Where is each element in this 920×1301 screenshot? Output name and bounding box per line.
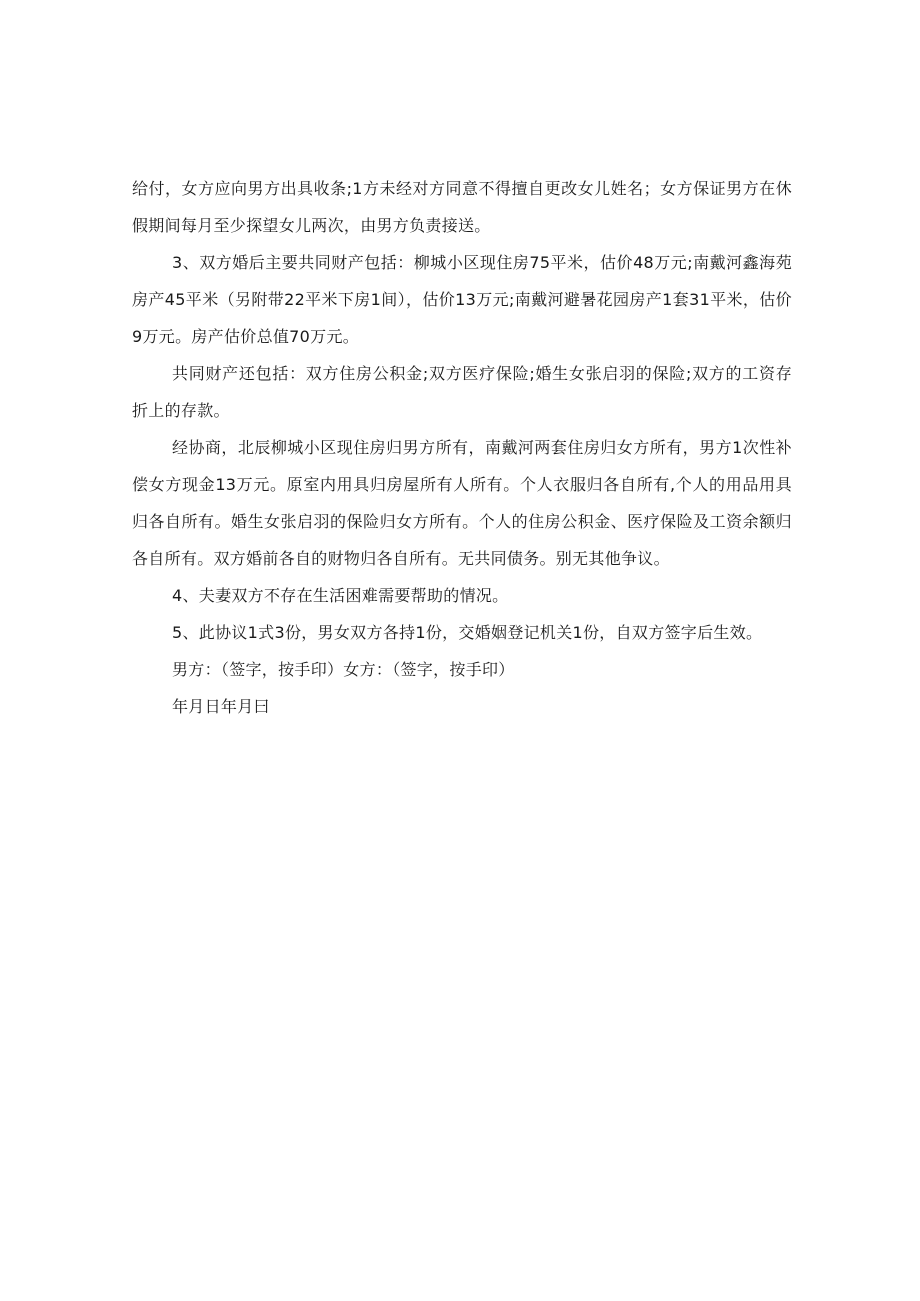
paragraph-other-joint-property: 共同财产还包括：双方住房公积金;双方医疗保险;婚生女张启羽的保险;双方的工资存折上的存款。 — [132, 364, 792, 420]
paragraph-property-division: 经协商，北辰柳城小区现住房归男方所有，南戴河两套住房归女方所有，男方1次性补偿女方现金13万元。原室内用具归房屋所有人所有。个人衣服归各自所有,个人的用品用具归各自所有。婚生女张启羽的保险归女方所有。个人的住房公积金、医疗保险及工资余额归各自所有。双方婚前各自的财物归各自所有。无共同债务。别无其他争议。 — [132, 438, 792, 568]
paragraph-joint-property: 3、双方婚后主要共同财产包括：柳城小区现住房75平米，估价48万元;南戴河鑫海苑房产45平米（另附带22平米下房1间），估价13万元;南戴河避暑花园房产1套31平米，估价9万元。房产估价总值70万元。 — [132, 253, 792, 346]
signature-line: 男方：（签字，按手印）女方：（签字，按手印） — [172, 660, 515, 679]
paragraph-no-hardship: 4、夫妻双方不存在生活困难需要帮助的情况。 — [172, 586, 509, 605]
date-line: 年月日年月曰 — [172, 697, 270, 716]
paragraph-copies-effective: 5、此协议1式3份，男女双方各持1份，交婚姻登记机关1份，自双方签字后生效。 — [172, 623, 763, 642]
paragraph-custody-terms: 给付，女方应向男方出具收条;1方未经对方同意不得擅自更改女儿姓名；女方保证男方在休假期间每月至少探望女儿两次，由男方负责接送。 — [132, 179, 792, 235]
document-body — [132, 170, 792, 725]
